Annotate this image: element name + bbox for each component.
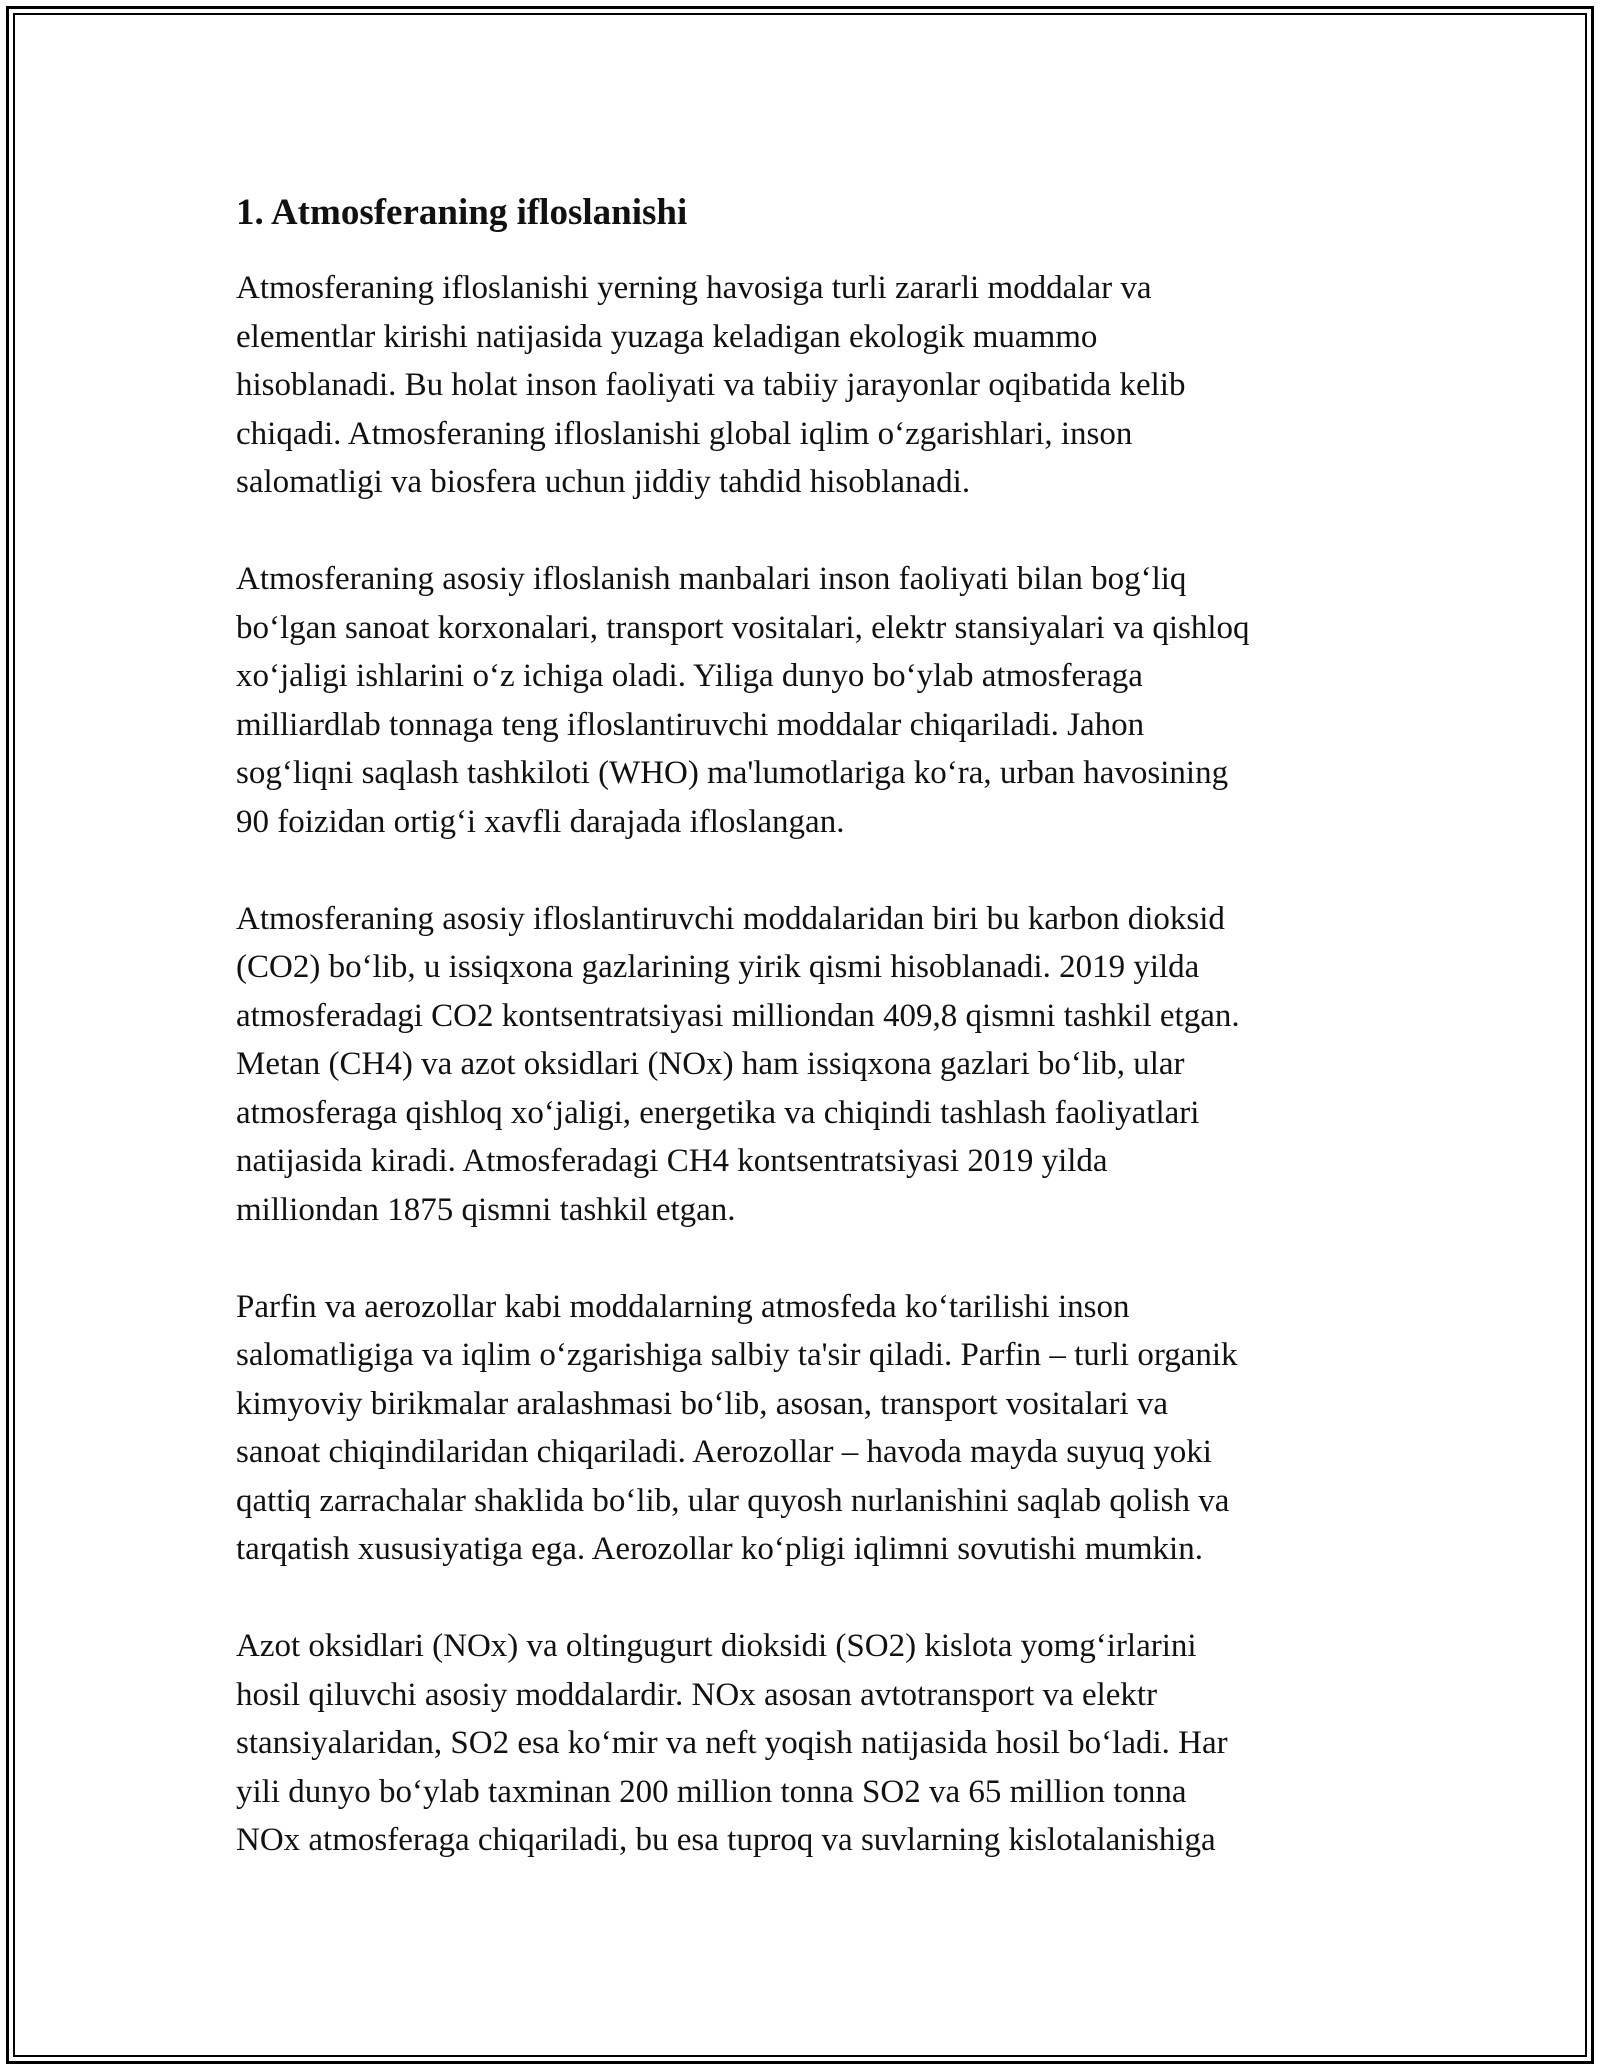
text-line: milliardlab tonnaga teng ifloslantiruvchi moddalar chiqariladi. Jahon — [236, 706, 1145, 743]
text-line: salomatligi va biosfera uchun jiddiy tahdid hisoblanadi. — [236, 464, 971, 500]
text-line: Parfin va aerozollar kabi moddalarning atmosfeda koʻtarilishi inson — [236, 1288, 1130, 1325]
paragraph-5 — [236, 1622, 1376, 1865]
text-line: yili dunyo boʻylab taxminan 200 million tonna SO2 va 65 million tonna — [236, 1773, 1187, 1810]
text-line: hosil qiluvchi asosiy moddalardir. NOx asosan avtotransport va elektr — [236, 1676, 1158, 1713]
text-line: xoʻjaligi ishlarini oʻz ichiga oladi. Yiliga dunyo boʻylab atmosferaga — [236, 658, 1143, 694]
text-line: Metan (CH4) va azot oksidlari (NOx) ham issiqxona gazlari boʻlib, ular — [236, 1046, 1185, 1082]
paragraph-2 — [236, 555, 1376, 846]
paragraph-1 — [236, 264, 1376, 507]
text-line: atmosferadagi CO2 kontsentratsiyasi milliondan 409,8 qismni tashkil etgan. — [236, 997, 1240, 1034]
text-line: stansiyalaridan, SO2 esa koʻmir va neft yoqish natijasida hosil boʻladi. Har — [236, 1725, 1228, 1761]
text-line: elementlar kirishi natijasida yuzaga keladigan ekologik muammo — [236, 318, 1098, 355]
text-line: atmosferaga qishloq xoʻjaligi, energetika va chiqindi tashlash faoliyatlari — [236, 1094, 1200, 1131]
paragraph-4 — [236, 1283, 1376, 1574]
text-line: qattiq zarrachalar shaklida boʻlib, ular quyosh nurlanishini saqlab qolish va — [236, 1482, 1230, 1519]
text-line: NOx atmosferaga chiqariladi, bu esa tuproq va suvlarning kislotalanishiga — [236, 1822, 1216, 1858]
text-line: tarqatish xususiyatiga ega. Aerozollar koʻpligi iqlimni sovutishi mumkin. — [236, 1531, 1203, 1567]
paragraph-3 — [236, 895, 1376, 1235]
text-line: boʻlgan sanoat korxonalari, transport vositalari, elektr stansiyalari va qishloq — [236, 609, 1250, 646]
text-line: Atmosferaning asosiy ifloslanish manbalari inson faoliyati bilan bogʻliq — [236, 561, 1187, 597]
text-line: 90 foizidan ortigʻi xavfli darajada ifloslangan. — [236, 803, 845, 840]
text-line: Atmosferaning ifloslanishi yerning havosiga turli zararli moddalar va — [236, 270, 1152, 306]
text-line: kimyoviy birikmalar aralashmasi boʻlib, asosan, transport vositalari va — [236, 1385, 1169, 1422]
text-line: Azot oksidlari (NOx) va oltingugurt dioksidi (SO2) kislota yomgʻirlarini — [236, 1628, 1197, 1664]
text-line: (CO2) boʻlib, u issiqxona gazlarining yirik qismi hisoblanadi. 2019 yilda — [236, 949, 1200, 985]
text-line: chiqadi. Atmosferaning ifloslanishi global iqlim oʻzgarishlari, inson — [236, 415, 1133, 452]
text-line: salomatligiga va iqlim oʻzgarishiga salbiy ta'sir qiladi. Parfin – turli organik — [236, 1337, 1238, 1373]
section-heading: 1. Atmosferaning ifloslanishi — [236, 192, 688, 233]
text-line: Atmosferaning asosiy ifloslantiruvchi moddalaridan biri bu karbon dioksid — [236, 900, 1225, 937]
text-line: sogʻliqni saqlash tashkiloti (WHO) ma'lumotlariga koʻra, urban havosining — [236, 755, 1229, 791]
text-line: hisoblanadi. Bu holat inson faoliyati va tabiiy jarayonlar oqibatida kelib — [236, 367, 1186, 403]
text-line: sanoat chiqindilaridan chiqariladi. Aerozollar – havoda mayda suyuq yoki — [236, 1434, 1212, 1470]
document-body — [236, 180, 1376, 1913]
text-line: natijasida kiradi. Atmosferadagi CH4 kontsentratsiyasi 2019 yilda — [236, 1143, 1108, 1179]
text-line: milliondan 1875 qismni tashkil etgan. — [236, 1191, 736, 1228]
